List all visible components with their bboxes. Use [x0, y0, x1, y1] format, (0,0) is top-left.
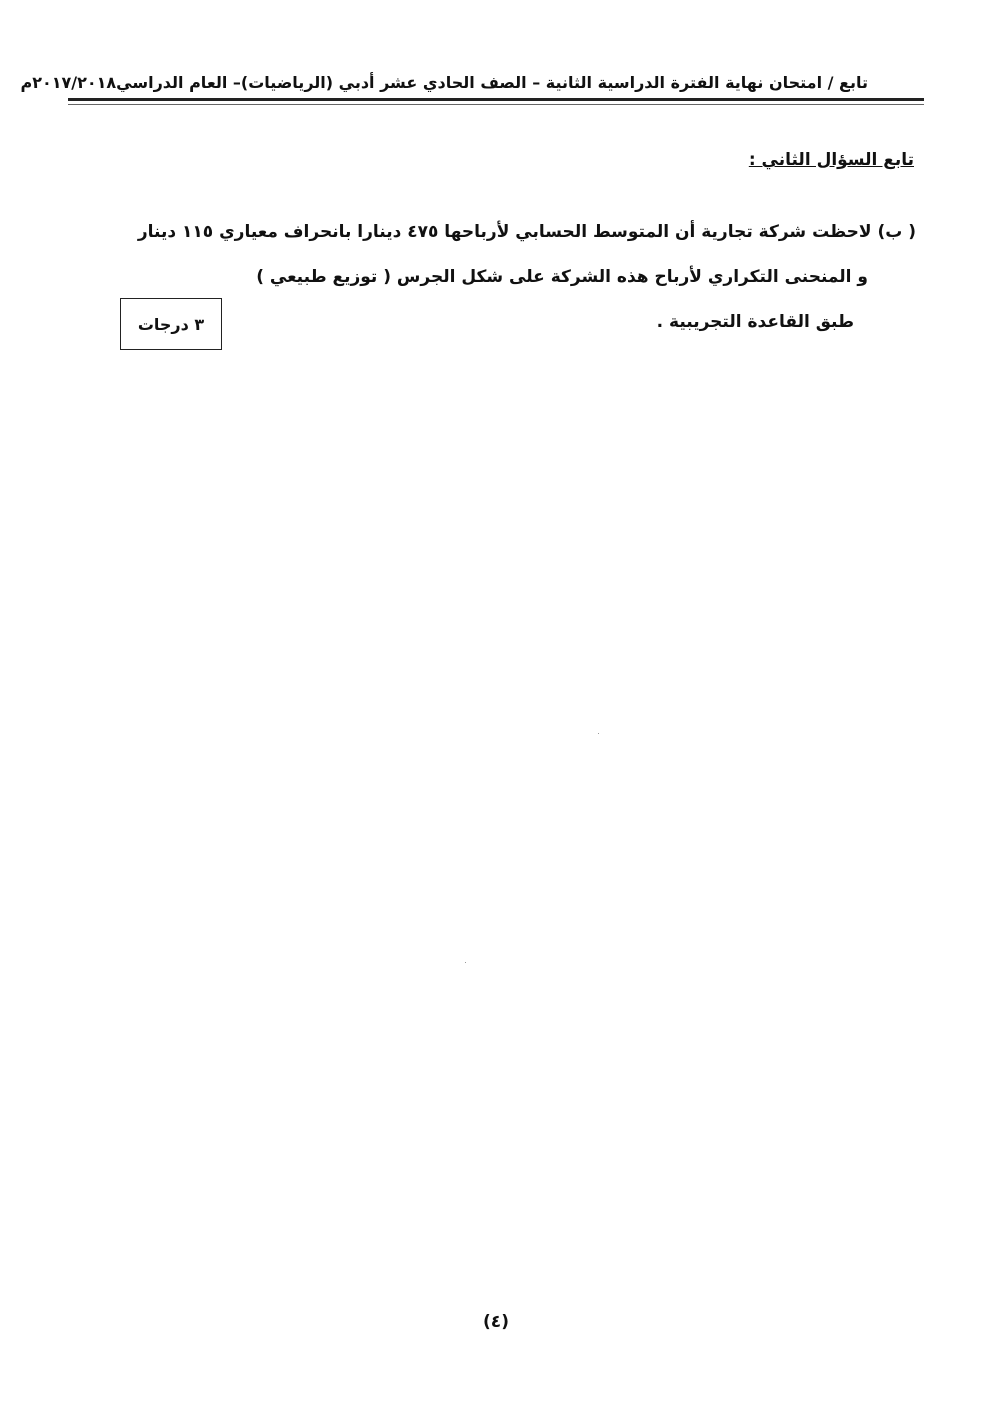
scan-speck — [465, 962, 466, 963]
header-divider-thin — [68, 104, 924, 105]
header-title: تابع / امتحان نهاية الفترة الدراسية الثانية – الصف الحادي عشر أدبي (الرياضيات)– العام الدراسي٢٠١٧/٢٠١٨م — [20, 73, 868, 92]
question-text-line-1: ( ب) لاحظت شركة تجارية أن المتوسط الحسابي لأرباحها ٤٧٥ دينارا بانحراف معياري ١١٥ دينار — [137, 222, 916, 242]
section-heading: تابع السؤال الثاني : — [748, 150, 914, 170]
header-divider — [68, 98, 924, 101]
question-text-line-3: طبق القاعدة التجريبية . — [656, 312, 854, 332]
scan-speck — [598, 733, 599, 734]
question-text-line-2: و المنحنى التكراري لأرباح هذه الشركة على شكل الجرس ( توزيع طبيعي ) — [256, 267, 868, 287]
marks-box — [120, 298, 222, 350]
page-number: (٤) — [483, 1312, 509, 1332]
marks-label: ٣ درجات — [137, 314, 205, 334]
